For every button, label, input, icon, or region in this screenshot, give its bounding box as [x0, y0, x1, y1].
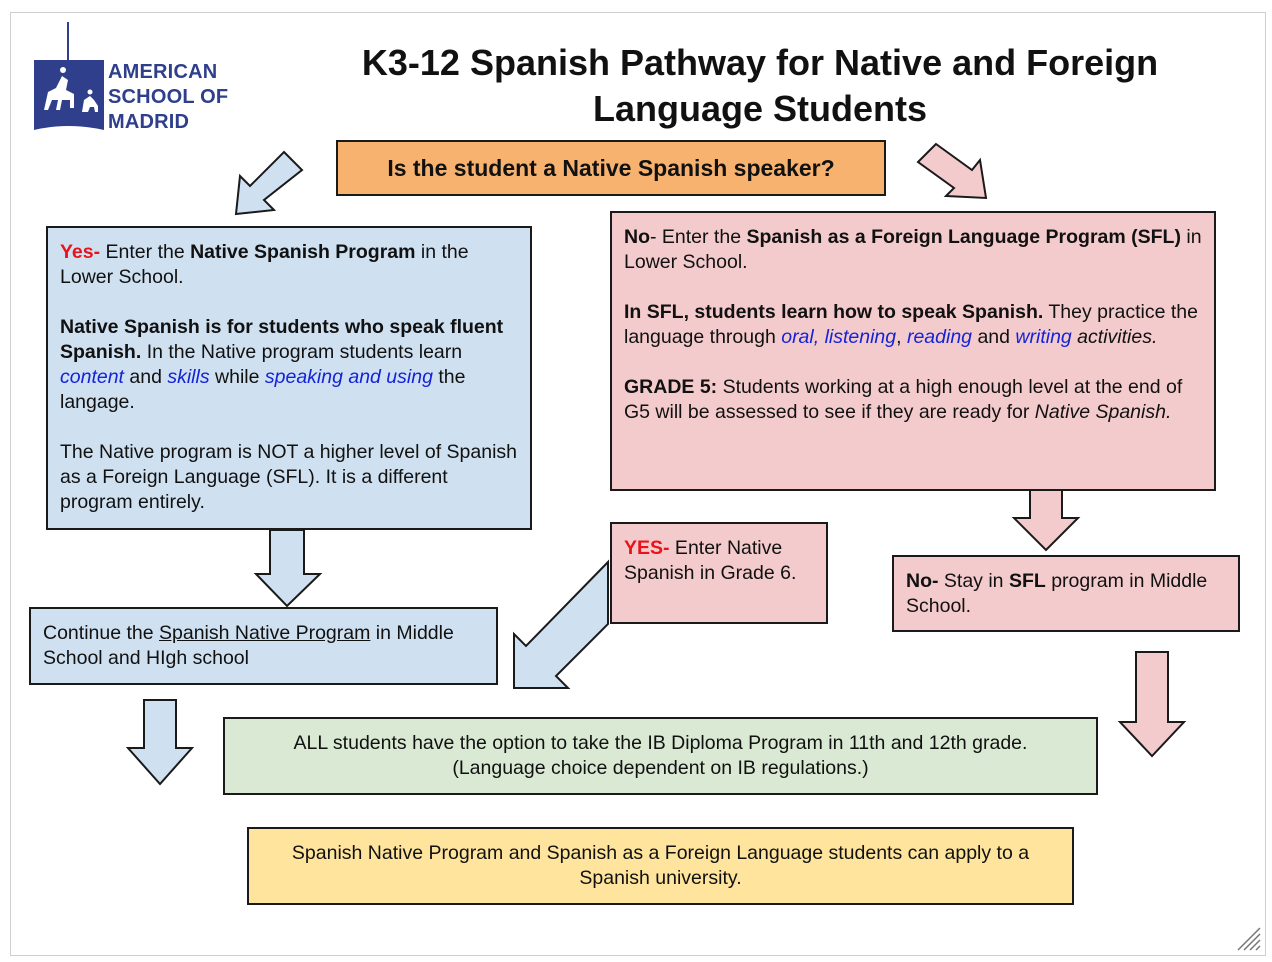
sfl-abbrev: SFL: [1008, 570, 1046, 592]
native-text: Enter the: [100, 241, 191, 263]
logo-line-1: AMERICAN: [108, 61, 218, 83]
sfl-program-name: Spanish as a Foreign Language Program (SFL): [746, 226, 1181, 248]
no-ms-label: No-: [906, 570, 939, 592]
sfl-text: activities.: [1071, 326, 1158, 348]
continue-text: Continue the: [43, 622, 160, 644]
no-ms-text: program in Middle School.: [906, 570, 1208, 617]
page-title: K3-12 Spanish Pathway for Native and Foreign Language Students: [361, 42, 1159, 129]
native-text: in the Lower School.: [60, 241, 469, 288]
native-definition: Native Spanish is for students who speak fluent Spanish.: [60, 316, 504, 363]
quixote-emblem-icon: [30, 22, 110, 142]
no-ms-text: Stay in: [938, 570, 1009, 592]
native-text: the langage.: [60, 366, 466, 413]
question-box: [336, 140, 886, 196]
sfl-text: in Lower School.: [624, 226, 1202, 273]
continue-text: in Middle School and HIgh school: [43, 622, 454, 669]
native-text: and: [123, 366, 168, 388]
sfl-definition: In SFL, students learn how to speak Spanish.: [624, 301, 1044, 323]
yes-g6-label: YES-: [624, 537, 670, 559]
arrow-down-left-icon: [230, 148, 310, 220]
native-text: In the Native program students learn: [141, 341, 463, 363]
university-box: [247, 827, 1074, 905]
sfl-text: They practice the language through: [624, 301, 1198, 348]
sfl-para-2: [624, 300, 1202, 350]
school-logo: [30, 22, 260, 142]
resize-handle-icon[interactable]: [1234, 924, 1262, 952]
native-text: while: [209, 366, 265, 388]
grade5-label: GRADE 5:: [624, 376, 718, 398]
arrow-down-right-ib-icon: [1116, 650, 1188, 758]
university-text: Spanish Native Program and Spanish as a Foreign Language students can apply to a Spanish university.: [291, 842, 1030, 889]
sfl-para-3: [624, 375, 1202, 425]
arrow-down-right-icon: [914, 140, 996, 206]
continue-native-box: [29, 607, 498, 685]
native-program-name: Native Spanish Program: [190, 241, 416, 263]
native-grade6-box: [610, 522, 828, 624]
spanish-native-program-link[interactable]: Spanish Native Program: [159, 622, 371, 644]
ib-diploma-text: ALL students have the option to take the IB Diploma Program in 11th and 12th grade. (Language choice dependent on IB regulations.): [293, 732, 1028, 779]
writing-term: writing: [1015, 326, 1072, 348]
sfl-program-box: [610, 211, 1216, 491]
arrow-down-sfl-icon: [1012, 488, 1082, 552]
ib-diploma-box: [223, 717, 1098, 795]
arrow-down-left-ib-icon: [124, 698, 196, 786]
logo-line-2: SCHOOL OF: [108, 86, 229, 108]
yes-label: Yes-: [60, 241, 101, 263]
logo-line-3: MADRID: [108, 111, 190, 133]
stay-sfl-box: [892, 555, 1240, 632]
native-para-2: [60, 315, 518, 415]
skills-term: skills: [167, 366, 210, 388]
native-spanish-term: Native Spanish.: [1034, 401, 1172, 423]
reading-term: reading: [906, 326, 973, 348]
question-text: Is the student a Native Spanish speaker?: [387, 155, 835, 181]
native-program-box: [46, 226, 532, 530]
native-para-1: [60, 240, 518, 290]
sfl-text: - Enter the: [650, 226, 747, 248]
native-para-3: The Native program is NOT a higher level of Spanish as a Foreign Language (SFL). It is a different program entirely.: [60, 441, 518, 513]
yes-g6-text: Enter Native Spanish in Grade 6.: [624, 537, 797, 584]
sfl-text: Students working at a high enough level at the end of G5 will be assessed to see if they are ready for: [624, 376, 1183, 423]
speaking-term: speaking and using: [264, 366, 433, 388]
logo-wordmark: [108, 60, 228, 135]
sfl-para-1: [624, 225, 1202, 275]
arrow-down-native-icon: [254, 528, 324, 608]
sfl-text: ,: [896, 326, 907, 348]
no-label: No: [624, 226, 650, 248]
content-term: content: [60, 366, 124, 388]
sfl-text: and: [972, 326, 1016, 348]
arrow-to-continue-icon: [508, 558, 618, 692]
oral-listening-term: oral, listening: [781, 326, 897, 348]
